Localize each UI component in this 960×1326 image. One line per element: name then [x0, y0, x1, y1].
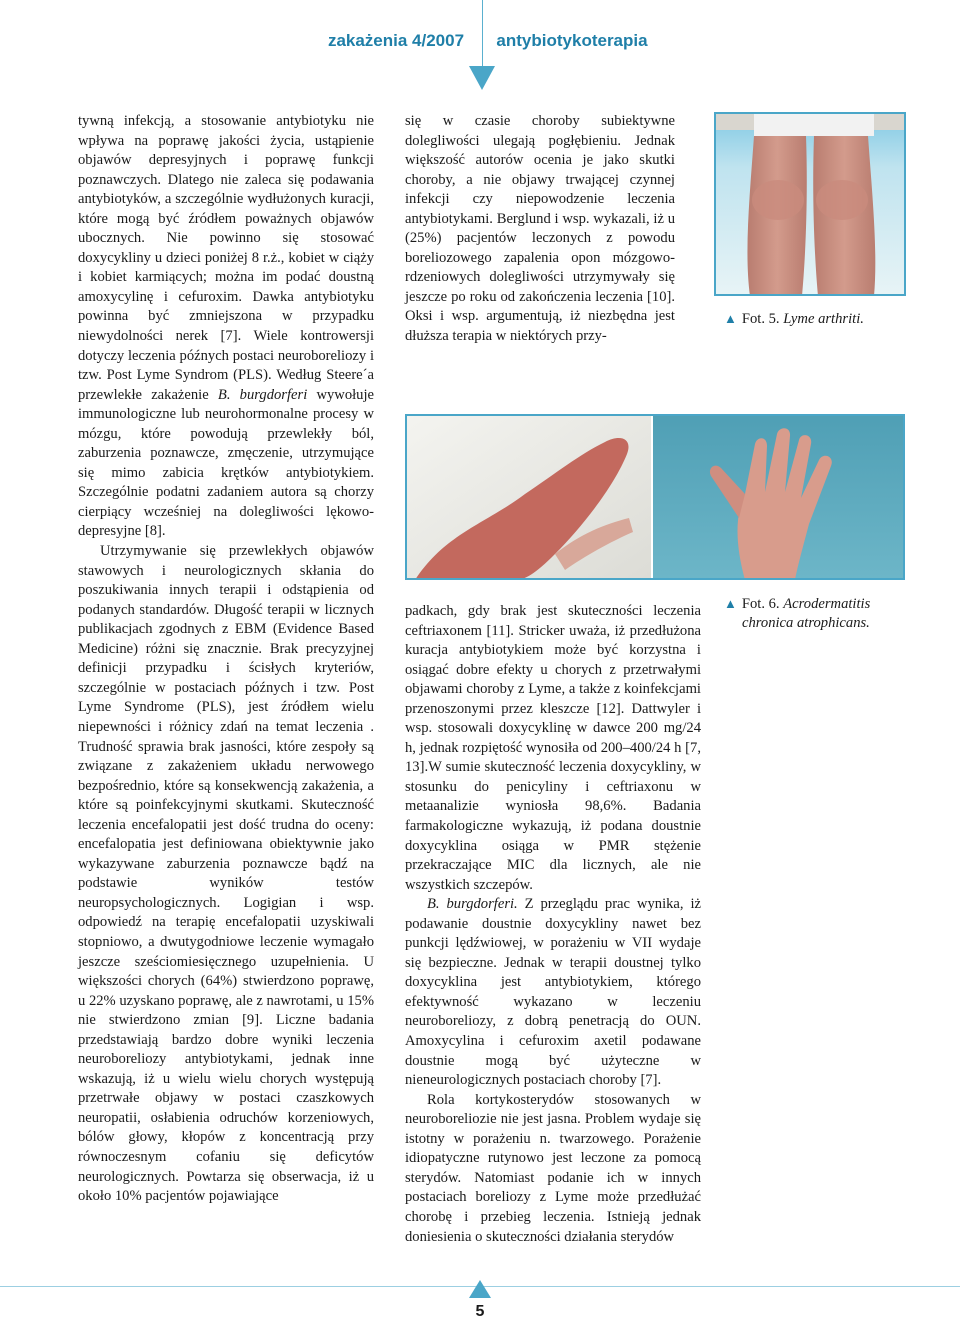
- photo-acrodermatitis: [405, 414, 905, 580]
- paragraph: Utrzymywanie się przewlekłych objawów stawowych i neurologicznych skłania do poszukiwania innych terapii i odstąpienia od podanych standardów. Długość terapii w licznych publikacjach zgodnych z EBM (Evidence Based Medicine) różni się znacznie. Brak precyzyjnej definicji przypadku i ścisłych kryteriów, szczególnie w postaciach późnych i tzw. Post Lyme Syndrome (PLS), jest źródłem wielu niepewności i różnicy zdań na temat leczenia . Trudność sprawia brak jasności, które zespoły są związane z zakażeniem układu nerwowego bezpośrednio, które są konsekwencją zakażenia, a które są poinfekcyjnymi skutkami. Skuteczność leczenia encefalopatii jest dość trudna do oceny: encefalopatia jest definiowana obiektywnie jako wykazywane zaburzenia poznawcze bądź na podstawie wyników testów neuropsychologicznych. Logigian i wsp. odpowiedź na terapię encefalopatii uzyskiwali stopniowo, a dwutygodniowe leczenie wymagało jeszcze sześciomiesięcznego uzupełnienia. U większości chorych (64%) stwierdzono poprawę, u 22% uzyskano poprawę, ale z nawrotami, u 15% nie stwierdzono zmian [9]. Liczne badania przedstawiają bardzo dobre wyniki leczenia neuroboreliozy antybiotykami, jednak inne wskazują, iż u wielu wielu chorych występują przetrwałe objawy w postaci czaszkowych neuropatii, osłabienia odruchów korzeniowych, bólów głowy, kłopów z koncentracją przy równoczesnym cofaniu się deficytów neurologicznych. Powtarza się obserwacja, iż u około 10% pacjentów pojawiające: [78, 543, 374, 1205]
- caption-fot6: ▲ Fot. 6. Acrodermatitis chronica atrophicans.: [724, 596, 871, 631]
- caption-triangle-icon: ▲: [724, 596, 737, 611]
- text-column-right-lower: [405, 602, 701, 1247]
- text-column-left: [78, 112, 374, 1207]
- paragraph: się w czasie choroby subiektywne dolegliwości ulegają pogłębieniu. Jednak większość autorów ocenia je jako skutki choroby, a nie objawy trwającej czynnej infekcji czy niepowodzenie leczenia antybiotykami. Berglund i wsp. wykazali, iż u (25%) pacjentów leczonych z powodu boreliozowego zapalenia opon mózgowo-rdzeniowych dolegliwości utrzymywały się jeszcze po roku od zakończenia leczenia [10]. Oksi i wsp. argumentują, iż niezbędna jest dłuższa terapia w niektórych przy-: [405, 113, 675, 345]
- section-name: antybiotykoterapia: [496, 31, 648, 50]
- text-column-right-upper: [405, 112, 675, 347]
- caption-fot5: ▲ Fot. 5. Lyme arthriti.: [724, 311, 864, 327]
- page-header: [0, 0, 960, 74]
- paragraph: Rola kortykosterydów stosowanych w neuroboreliozie nie jest jasna. Problem wydaje się istotny w porażeniu n. twarzowego. Porażenie idiopatyczne rutynowo jest leczone za pomocą sterydów. Natomiast podanie ich w innych postaciach boreliozy z Lyme może przedłużać chorobę i przebieg leczenia. Istnieją jednak doniesienia o skuteczności działania sterydów: [405, 1091, 701, 1245]
- paragraph: B. burgdorferi. Z przeglądu prac wynika, iż podawanie doustnie doxycykliny nawet bez punkcji lędźwiowej, w porażeniu w VII wydaje się bezpieczne. Jednak w terapii doustnej tylko doxycyklina jest antybiotykiem, którego efektywność wykazano w leczeniu neuroboreliozy, z dobrą penetracją do OUN. Amoxycylina i cefuroxim axetil podawane doustnie mogą być użyteczne w nieneurologicznych postaciach choroby [7].: [405, 896, 701, 1089]
- caption-triangle-icon: ▲: [724, 311, 737, 326]
- footer-triangle-icon: [469, 1280, 491, 1298]
- photo-lyme-arthritis: [714, 112, 906, 296]
- species-name: B. burgdorferi: [217, 386, 308, 403]
- paragraph: tywną infekcją, a stosowanie antybiotyku nie wpływa na poprawę jakości życia, ustąpienie objawów depresyjnych i poprawę funkcji poznawczych. Dlatego nie zaleca się podawania antybiotyków, a szczególnie wydłużonych kuracji, które mogą być źródłem poważnych objawów ubocznych. Nie powinno się stosować doxycykliny u dzieci poniżej 8 r.ż., kobiet w ciąży i kobiet karmiących; można im podać doustną amoxycylinę i cefuroxim. Dawka antybiotyku powinna być zmniejszona w przypadku niewydolności nerek [7]. Wiele kontrowersji dotyczy leczenia późnych postaci neuroboreliozy i tzw. Post Lyme Syndrom (PLS). Według Steere´a przewlekłe zakażenie B. burgdorferi wywołuje immunologiczne lub neurohormonalne procesy w mózgu, które powodują przewlekły ból, zaburzenia poznawcze, zmęczenie, utrzymujące się mimo zabicia krętków antybiotykiem. Szczególnie podatni zadaniem autora są chorzy cierpiący wcześniej na dolegliwości lękowo-depresyjne [8].: [78, 113, 374, 540]
- journal-name: zakażenia 4/2007: [327, 31, 465, 50]
- page-number: 5: [475, 1303, 485, 1320]
- header-triangle-icon: [469, 66, 495, 90]
- header-divider: [482, 0, 483, 66]
- paragraph: padkach, gdy brak jest skuteczności leczenia ceftriaxonem [11]. Stricker uważa, iż przedłużona kuracja antybiotykiem może być korzystna i osiągać dobre efekty u chorych z przetrwałymi objawami choroby z Lyme, a także z koinfekcjami przenoszonymi przez kleszcze [12]. Dattwyler i wsp. stosowali doxycyklinę w dawce 200 mg/24 h, jednak rozpiętość wynosiła od 200–400/24 h [7, 13].W sumie skuteczność leczenia doxycykliny, w stosunku do penicyliny i ceftriaxonu w metaanalizie wyniosła 98,6%. Badania farmakologiczne wykazują, iż podana doustnie doxycyklina osiąga w PMR stężenie przekraczające MIC dla licznych, ale nie wszystkich szczepów.: [405, 603, 701, 893]
- species-name: B. burgdorferi.: [427, 896, 518, 913]
